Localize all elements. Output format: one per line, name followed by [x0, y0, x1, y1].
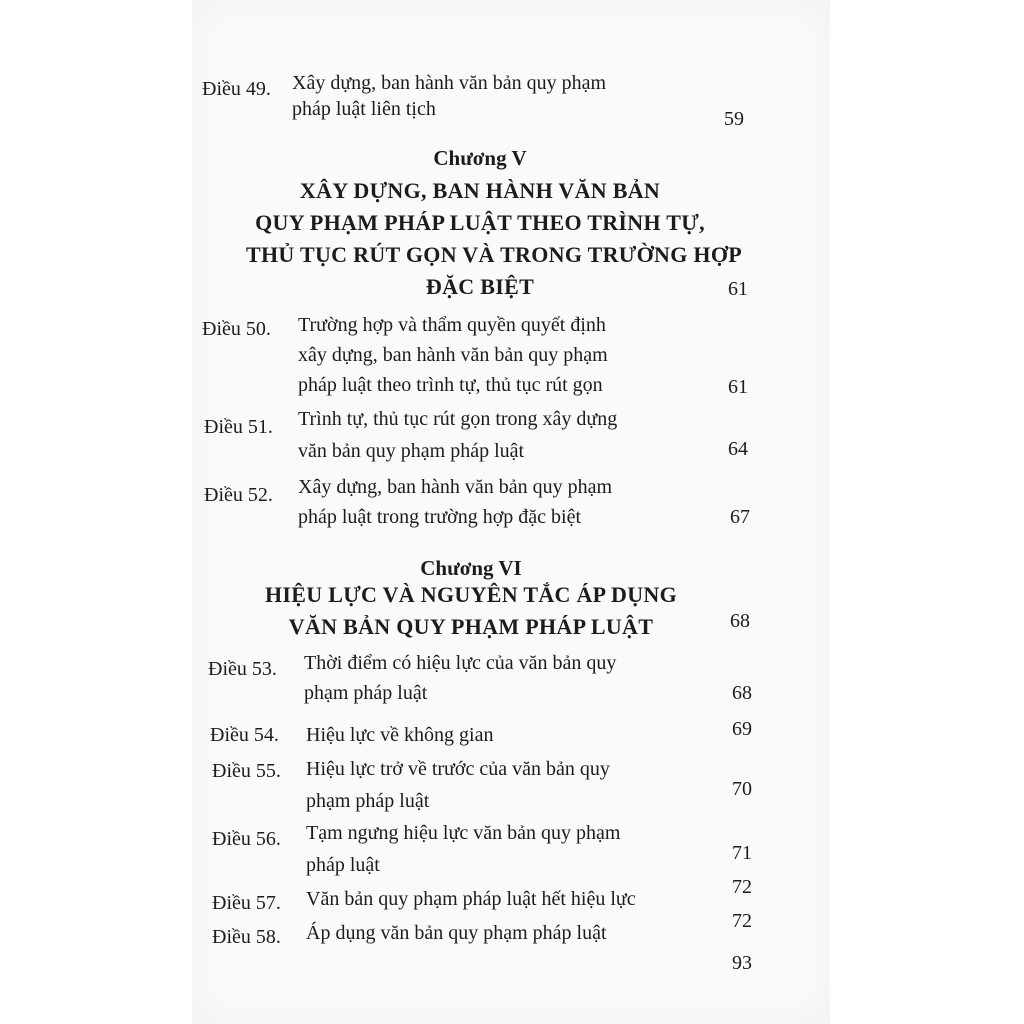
- toc-entry-dieu-49: [192, 68, 830, 138]
- entry-page-number: 61: [728, 376, 748, 398]
- chapter-heading-vi: [236, 556, 706, 646]
- toc-entry-dieu-50: [192, 310, 830, 406]
- chapter-title-line: QUY PHẠM PHÁP LUẬT THEO TRÌNH TỰ,: [255, 210, 705, 235]
- entry-text-line: xây dựng, ban hành văn bản quy phạm: [298, 344, 608, 366]
- chapter-title-line: HIỆU LỰC VÀ NGUYÊN TẮC ÁP DỤNG: [265, 582, 677, 607]
- entry-page-number: 72: [732, 910, 752, 932]
- book-page: [192, 0, 830, 1024]
- entry-label: Điều 55.: [212, 760, 281, 782]
- toc-entry-dieu-58: [192, 910, 830, 952]
- entry-page-number: 64: [728, 438, 748, 460]
- entry-label: Điều 57.: [212, 892, 281, 914]
- entry-text-line: Trình tự, thủ tục rút gọn trong xây dựng: [298, 408, 618, 430]
- toc-entry-dieu-51: [192, 402, 830, 468]
- chapter-title-line: THỦ TỤC RÚT GỌN VÀ TRONG TRƯỜNG HỢP: [246, 242, 742, 267]
- chapter-page-number: 61: [728, 278, 748, 300]
- toc-entry-dieu-55: [192, 752, 830, 818]
- chapter-title-line: ĐẶC BIỆT: [425, 274, 535, 299]
- entry-page-number: 59: [724, 108, 744, 130]
- entry-text-line: phạm pháp luật: [304, 682, 428, 704]
- entry-text-line: phạm pháp luật: [306, 790, 430, 812]
- entry-page-number: 69: [732, 718, 752, 740]
- toc-entry-dieu-54: [192, 718, 830, 752]
- entry-label: Điều 52.: [204, 484, 273, 506]
- entry-label: Điều 51.: [204, 416, 273, 438]
- toc-entry-dieu-53: [192, 648, 830, 714]
- entry-text-line: Xây dựng, ban hành văn bản quy phạm: [298, 476, 613, 498]
- entry-page-number: 71: [732, 842, 752, 864]
- entry-text-line: Tạm ngưng hiệu lực văn bản quy phạm: [306, 822, 621, 844]
- entry-text-line: Thời điểm có hiệu lực của văn bản quy: [304, 652, 617, 674]
- entry-text-line: pháp luật theo trình tự, thủ tục rút gọn: [298, 374, 603, 396]
- entry-text-line: văn bản quy phạm pháp luật: [298, 440, 525, 462]
- entry-text-line: Văn bản quy phạm pháp luật hết hiệu lực: [306, 888, 636, 910]
- chapter-number: Chương V: [433, 146, 527, 170]
- entry-text-line: Hiệu lực về không gian: [306, 724, 494, 746]
- entry-text-line: Áp dụng văn bản quy phạm pháp luật: [306, 922, 607, 944]
- entry-label: Điều 49.: [202, 78, 271, 100]
- entry-text-line: Trường hợp và thẩm quyền quyết định: [298, 314, 606, 336]
- entry-label: Điều 56.: [212, 828, 281, 850]
- entry-page-number: 67: [730, 506, 750, 528]
- toc-entry-dieu-52: [192, 472, 830, 538]
- entry-text-line: pháp luật: [306, 854, 380, 876]
- entry-label: Điều 58.: [212, 926, 281, 948]
- chapter-page-number: 68: [730, 610, 750, 632]
- entry-label: Điều 54.: [210, 724, 279, 746]
- entry-label: Điều 50.: [202, 318, 271, 340]
- entry-text-line: Xây dựng, ban hành văn bản quy phạm: [292, 72, 607, 94]
- entry-page-number: 72: [732, 876, 752, 898]
- entry-page-number: 68: [732, 682, 752, 704]
- entry-page-number: 70: [732, 778, 752, 800]
- page-number: 93: [732, 952, 752, 974]
- entry-text-line: pháp luật liên tịch: [292, 98, 436, 120]
- chapter-title-line: XÂY DỰNG, BAN HÀNH VĂN BẢN: [299, 178, 661, 203]
- chapter-number: Chương VI: [420, 556, 522, 580]
- entry-label: Điều 53.: [208, 658, 277, 680]
- entry-text-line: Hiệu lực trở về trước của văn bản quy: [306, 758, 610, 780]
- chapter-title-line: VĂN BẢN QUY PHẠM PHÁP LUẬT: [288, 614, 654, 639]
- entry-text-line: pháp luật trong trường hợp đặc biệt: [298, 506, 582, 528]
